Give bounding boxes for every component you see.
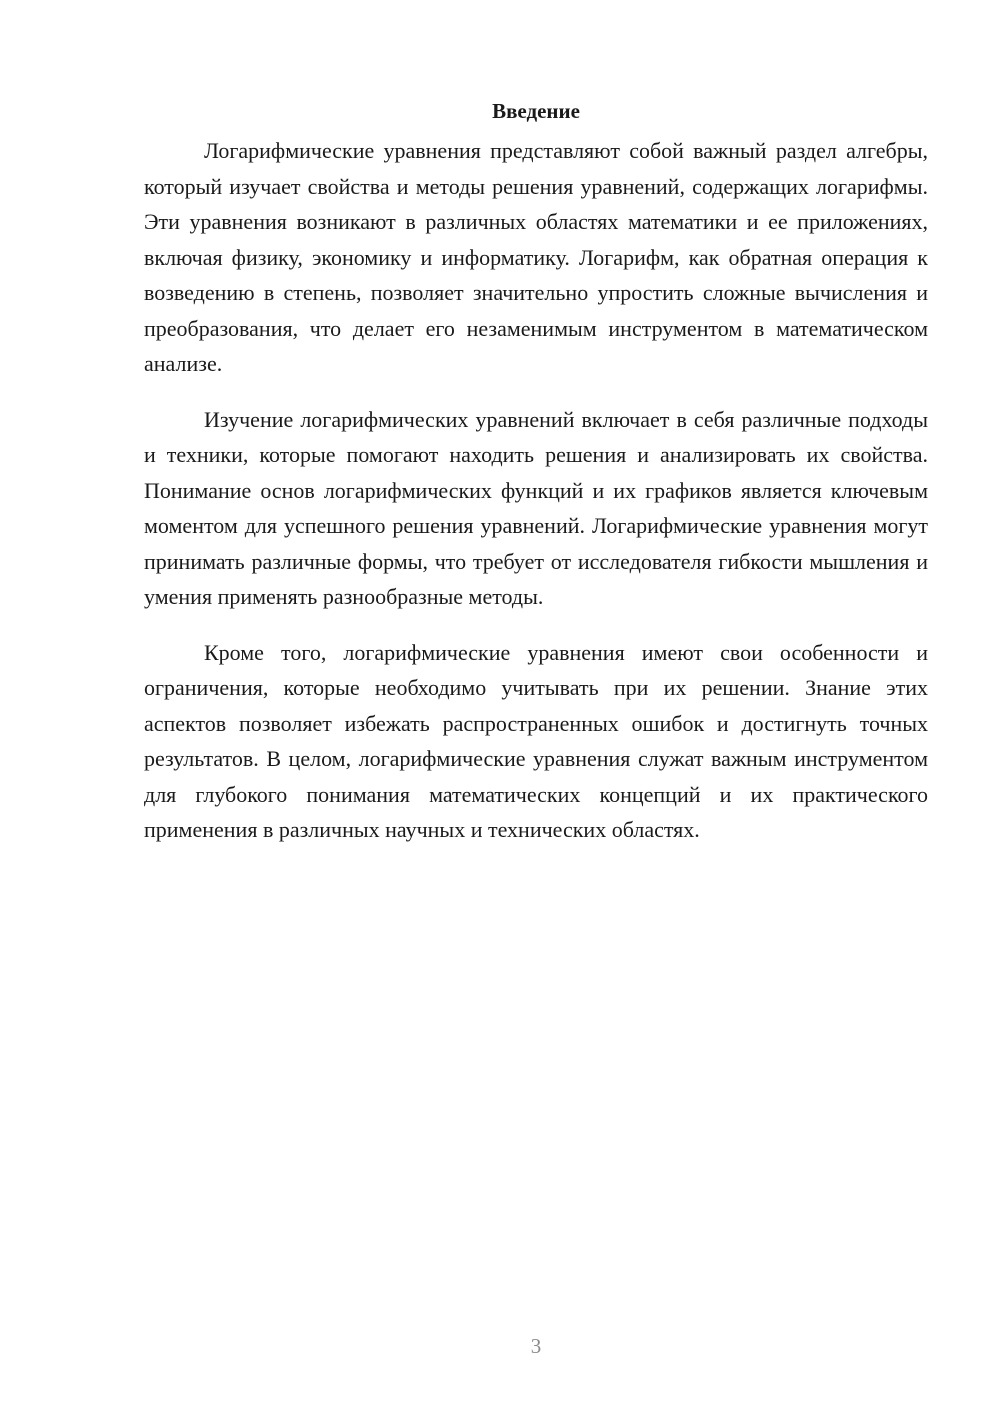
page-number: 3 <box>530 1334 542 1358</box>
section-heading: Введение <box>492 99 580 123</box>
paragraph-1: Логарифмические уравнения представляют собой важный раздел алгебры, который изучает свойства и методы решения уравнений, содержащих логарифмы. Эти уравнения возникают в различных областях математики и ее приложениях, включая физику, экономику и информатику. Логарифм, как обратная операция к возведению в степень, позволяет значительно упростить сложные вычисления и преобразования, что делает его незаменимым инструментом в математическом анализе. <box>144 138 928 376</box>
paragraph-2: Изучение логарифмических уравнений включает в себя различные подходы и техники, которые помогают находить решения и анализировать их свойства. Понимание основ логарифмических функций и их графиков является ключевым моментом для успешного решения уравнений. Логарифмические уравнения могут принимать различные формы, что требует от исследователя гибкости мышления и умения применять разнообразные методы. <box>144 406 928 609</box>
page-content <box>144 97 928 848</box>
paragraph-3: Кроме того, логарифмические уравнения имеют свои особенности и ограничения, которые необходимо учитывать при их решении. Знание этих аспектов позволяет избежать распространенных ошибок и достигнуть точных результатов. В целом, логарифмические уравнения служат важным инструментом для глубокого понимания математических концепций и их практического применения в различных научных и технических областях. <box>144 639 928 842</box>
